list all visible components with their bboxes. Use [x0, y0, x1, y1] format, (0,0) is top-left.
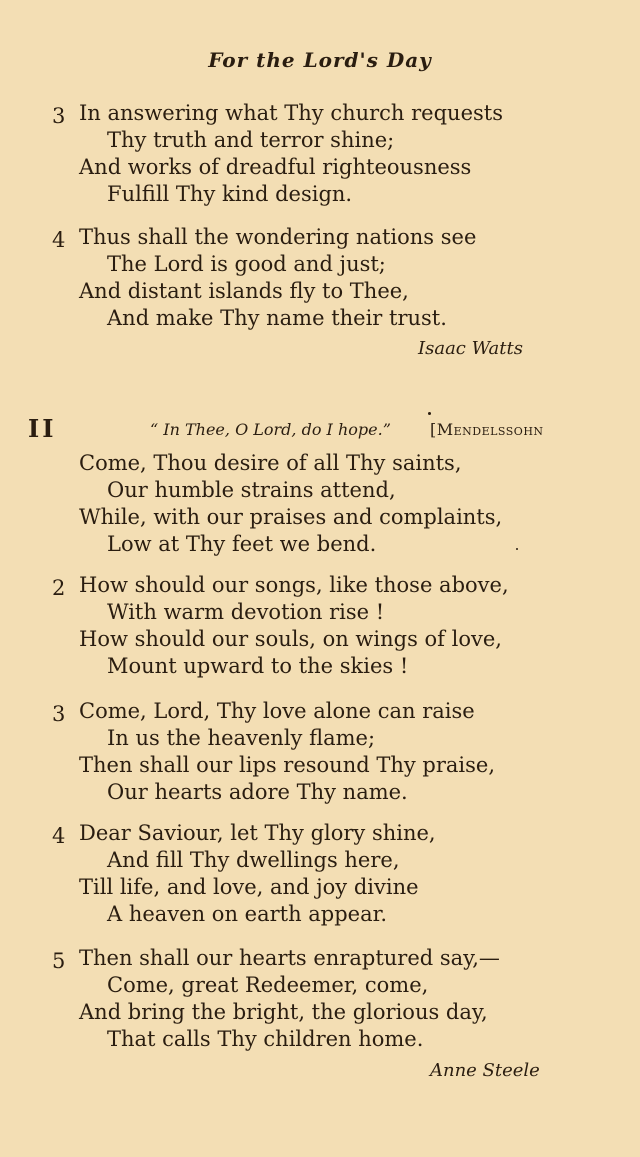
verse-line: Low at Thy feet we bend.: [107, 532, 377, 556]
verse-line: In answering what Thy church requests: [79, 101, 503, 125]
verse-line: With warm devotion rise !: [107, 600, 385, 624]
stanza-1: [0, 450, 640, 558]
verse-line: And make Thy name their trust.: [107, 306, 447, 330]
verse-line: Come, Lord, Thy love alone can raise: [79, 699, 475, 723]
tune-name: [Mendelssohn: [430, 420, 544, 439]
verse-line: Then shall our hearts enraptured say,—: [79, 946, 500, 970]
running-head: For the Lord's Day: [208, 48, 432, 72]
verse-line: And works of dreadful righteousness: [79, 155, 472, 179]
verse-line: Fulfill Thy kind design.: [107, 182, 353, 206]
verse-line: And fill Thy dwellings here,: [107, 848, 400, 872]
verse-line: In us the heavenly flame;: [107, 726, 376, 750]
ornament-dot: [428, 412, 431, 415]
prev-stanza-4: [0, 224, 640, 332]
stanza-4: [0, 820, 640, 928]
stanza-3: [0, 698, 640, 806]
hymn-first-line-title: “ In Thee, O Lord, do I hope.”: [150, 420, 391, 439]
verse-line: Thy truth and terror shine;: [107, 128, 395, 152]
verse-line: Till life, and love, and joy divine: [79, 875, 419, 899]
stanza-number: 5: [52, 949, 66, 973]
stanza-2: [0, 572, 640, 680]
stanza-number: 3: [52, 104, 66, 128]
ornament-dot: [516, 548, 518, 550]
verse-line: That calls Thy children home.: [107, 1027, 424, 1051]
verse-line: Our humble strains attend,: [107, 478, 396, 502]
verse-line: Mount upward to the skies !: [107, 654, 409, 678]
hymn-number: II: [28, 414, 57, 443]
verse-line: Our hearts adore Thy name.: [107, 780, 408, 804]
verse-line: How should our souls, on wings of love,: [79, 627, 502, 651]
verse-line: And distant islands fly to Thee,: [79, 279, 409, 303]
stanza-number: 2: [52, 576, 66, 600]
verse-line: How should our songs, like those above,: [79, 573, 509, 597]
verse-line: Then shall our lips resound Thy praise,: [79, 753, 496, 777]
verse-line: The Lord is good and just;: [107, 252, 386, 276]
verse-line: Thus shall the wondering nations see: [79, 225, 477, 249]
stanza-number: 4: [52, 228, 66, 252]
verse-line: A heaven on earth appear.: [107, 902, 388, 926]
author-attribution: Isaac Watts: [418, 338, 523, 359]
prev-stanza-3: [0, 100, 640, 208]
stanza-number: 3: [52, 702, 66, 726]
author-attribution: Anne Steele: [430, 1060, 540, 1081]
verse-line: Come, great Redeemer, come,: [107, 973, 429, 997]
verse-line: Dear Saviour, let Thy glory shine,: [79, 821, 436, 845]
verse-line: While, with our praises and complaints,: [79, 505, 503, 529]
verse-line: Come, Thou desire of all Thy saints,: [79, 451, 462, 475]
stanza-5: [0, 945, 640, 1053]
verse-line: And bring the bright, the glorious day,: [79, 1000, 488, 1024]
stanza-number: 4: [52, 824, 66, 848]
